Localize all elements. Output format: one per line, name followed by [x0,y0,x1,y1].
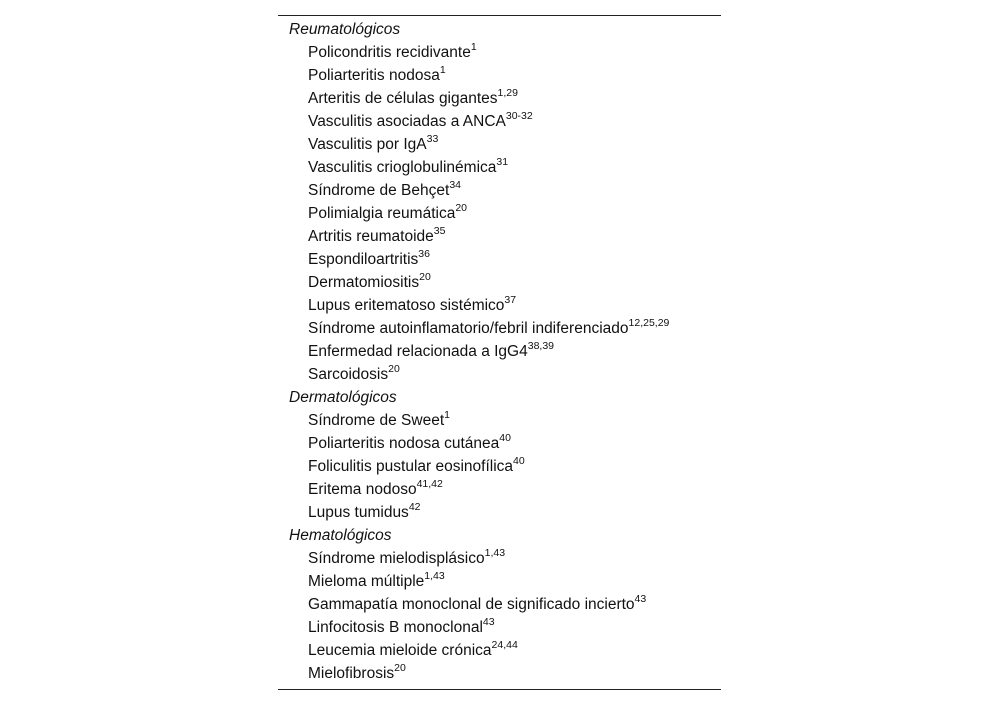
list-item [278,593,721,616]
reference-superscript: 42 [408,501,421,513]
list-item [278,616,721,639]
item-name: Artritis reumatoide [308,228,434,245]
reference-superscript: 1,43 [484,547,506,559]
item-name: Policondritis recidivante [308,44,471,61]
list-item [278,110,721,133]
item-name: Arteritis de células gigantes [308,90,498,107]
list-item [278,478,721,501]
item-name: Vasculitis asociadas a ANCA [308,113,506,130]
section-reumatologicos [278,18,721,386]
item-name: Enfermedad relacionada a IgG4 [308,343,528,360]
list-item [278,570,721,593]
reference-superscript: 1 [444,409,450,421]
item-name: Mielofibrosis [308,665,395,682]
item-name: Vasculitis crioglobulinémica [308,159,497,176]
item-name: Leucemia mieloide crónica [308,642,492,659]
item-name: Foliculitis pustular eosinofílica [308,458,514,475]
item-name: Lupus eritematoso sistémico [308,297,505,314]
list-item [278,156,721,179]
list-item [278,202,721,225]
reference-superscript: 1,29 [497,87,518,99]
reference-superscript: 40 [499,432,511,444]
list-item [278,225,721,248]
item-name: Dermatomiositis [308,274,420,291]
list-item [278,271,721,294]
list-item [278,547,721,570]
reference-superscript: 34 [449,179,461,191]
list-item [278,501,721,524]
reference-superscript: 1,43 [424,570,445,582]
list-item [278,639,721,662]
list-item [278,363,721,386]
reference-superscript: 20 [455,202,467,214]
section-title: Dermatológicos [289,389,397,406]
list-item [278,455,721,478]
item-name: Poliarteritis nodosa cutánea [308,435,500,452]
item-name: Síndrome autoinflamatorio/febril indiferenciado [308,320,629,337]
item-name: Mieloma múltiple [308,573,425,590]
list-item [278,432,721,455]
reference-superscript: 20 [419,271,431,283]
item-name: Linfocitosis B monoclonal [308,619,483,636]
reference-superscript: 24,44 [491,639,518,651]
list-item [278,87,721,110]
reference-superscript: 31 [496,156,509,168]
disease-table [278,15,721,690]
item-name: Síndrome de Behçet [308,182,450,199]
section-dermatologicos [278,386,721,524]
reference-superscript: 33 [426,133,439,145]
list-item [278,248,721,271]
list-item [278,133,721,156]
list-item [278,317,721,340]
section-title: Reumatológicos [289,21,401,38]
list-item [278,662,721,685]
list-item [278,41,721,64]
reference-superscript: 43 [482,616,495,628]
item-name: Lupus tumidus [308,504,409,521]
item-name: Poliarteritis nodosa [308,67,440,84]
section-title: Hematológicos [289,527,392,544]
item-name: Síndrome de Sweet [308,412,445,429]
item-name: Espondiloartritis [308,251,419,268]
item-name: Eritema nodoso [308,481,417,498]
reference-superscript: 1 [439,64,446,76]
reference-superscript: 1 [470,41,477,53]
item-name: Vasculitis por IgA [308,136,427,153]
reference-superscript: 20 [388,363,400,375]
reference-superscript: 12,25,29 [628,317,670,329]
reference-superscript: 43 [634,593,647,605]
reference-superscript: 38,39 [527,340,555,352]
section-hematologicos [278,524,721,685]
reference-superscript: 41,42 [416,478,443,490]
list-item [278,64,721,87]
reference-superscript: 35 [433,225,446,237]
reference-superscript: 37 [504,294,517,306]
reference-superscript: 40 [513,455,525,467]
reference-superscript: 30-32 [505,110,533,122]
item-name: Polimialgia reumática [308,205,456,222]
list-item [278,409,721,432]
list-item [278,179,721,202]
item-name: Sarcoidosis [308,366,389,383]
item-name: Síndrome mielodisplásico [308,550,485,567]
reference-superscript: 20 [394,662,406,674]
reference-superscript: 36 [418,248,430,260]
list-item [278,340,721,363]
item-name: Gammapatía monoclonal de significado incierto [308,596,635,613]
list-item [278,294,721,317]
